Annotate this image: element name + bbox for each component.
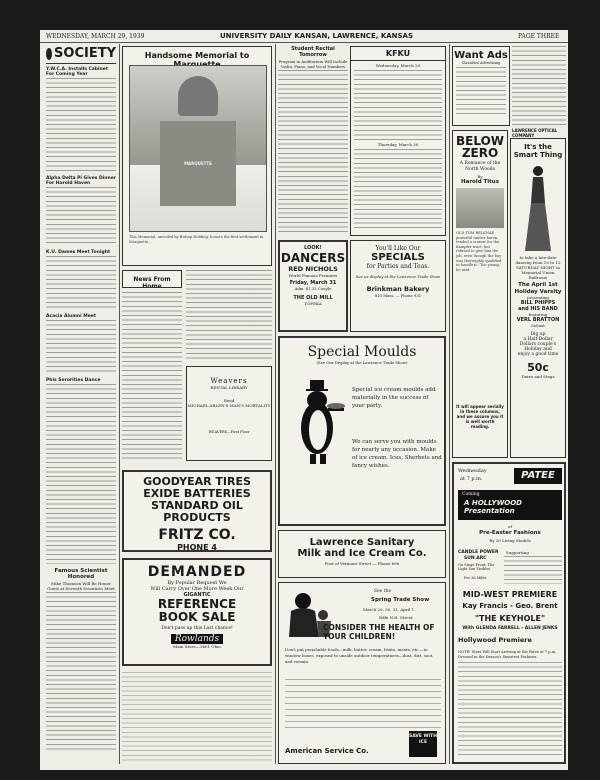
below-by: By	[477, 174, 483, 179]
masthead-date: WEDNESDAY, MARCH 29, 1939	[46, 33, 145, 40]
below-author: Harold Titus	[461, 179, 499, 185]
society-headline-3: K.U. Dames Meet Tonight	[46, 250, 111, 255]
goodyear-brand: FRITZ CO.	[158, 527, 236, 543]
patee-wed: Wednesday	[458, 468, 487, 474]
patee-candle: CANDLE POWER	[458, 550, 499, 555]
dancers-band: RED NICHOLS	[288, 265, 338, 273]
below-zero-ad	[452, 130, 508, 458]
demanded-brand: Rowlands	[162, 634, 232, 644]
consider-show: Spring Trade Show	[371, 597, 430, 603]
holiday-varsity-ad	[510, 138, 566, 458]
news-home-box	[122, 270, 182, 288]
specials-big: SPECIALS	[371, 252, 425, 263]
smart-role: Soloist	[531, 323, 545, 328]
dancing-woman-icon	[523, 163, 553, 253]
below-title1: BELOW	[456, 134, 504, 148]
weavers-line2: Read	[223, 398, 235, 403]
demanded-sub3: GIGANTIC	[183, 592, 211, 598]
smart-price: 50c	[527, 361, 549, 374]
newspaper-page	[40, 30, 568, 770]
smart-event: The April 1st Holiday Varsity	[514, 282, 562, 295]
dancers-town: TOPEKA	[304, 301, 322, 306]
smart-dig5: enjoy a good time	[517, 352, 559, 357]
demanded-sub4: Don't pass up this Last chance!	[161, 626, 233, 631]
society-logo-icon	[46, 48, 52, 60]
lawrence-sanitary-ad	[278, 530, 446, 578]
goodyear-line-2: EXIDE BATTERIES	[143, 487, 251, 500]
weavers-line3: MICHAEL ARLEN'S MAN'S MORTALITY	[187, 403, 271, 408]
patee-notes-lines	[458, 662, 562, 758]
below-body: OLD TOM BELKNAP, powerful timber baron, tended a cruiser for the Kampfer tract, but refused to give him the job, even though the boy was thoroughly qualified to handle it. 'Too young,' he said.	[456, 231, 502, 272]
demanded-ad	[122, 558, 272, 666]
smart-band1: BILL PHIPPS	[520, 300, 556, 306]
patee-notes: NOTE! Stars Will Start Arriving at the Patee at 7 p.m. Dressed in the Season's Smartest Fashions.	[458, 650, 557, 659]
demanded-sub2: Will Carry Over One More Week Our	[150, 586, 244, 592]
american-service-ad	[278, 582, 446, 764]
dancers-admission: Adm. $1.25 Couple	[294, 286, 332, 291]
kfku-body1	[354, 70, 442, 140]
patee-preview: Pre-Easter Fashions	[479, 530, 541, 536]
specials-ad	[350, 240, 446, 332]
masthead-title: UNIVERSITY DAILY KANSAN, LAWRENCE, KANSAS	[220, 32, 414, 40]
news-home-title: News From Home	[133, 276, 171, 288]
society-heading: SOCIETY	[54, 46, 116, 61]
demanded-big1: REFERENCE	[157, 597, 237, 611]
kfku-day2: Thursday, March 30	[377, 142, 419, 147]
smart-title2: Smart Thing	[513, 151, 563, 159]
weavers-footer: WEAVERS—First Floor	[208, 430, 250, 434]
society-column	[46, 46, 116, 766]
want-ads-column-2	[512, 46, 566, 126]
statue-shape	[178, 76, 218, 116]
smart-price-sub: Dates and Stags	[521, 374, 555, 379]
patee-theatre-ad	[452, 462, 566, 764]
weavers-ad	[186, 366, 272, 461]
smart-title1: It's the	[524, 143, 552, 151]
society-body-2	[46, 187, 116, 247]
weavers-title: Weavers	[210, 377, 248, 385]
smart-dig2: a Half-Dollar	[523, 337, 553, 342]
kfku-title: KFKU	[351, 47, 445, 61]
goodyear-ad	[122, 470, 272, 552]
save-with-ice-badge: SAVE WITH ICE	[409, 731, 437, 757]
patee-coming: Coming	[462, 492, 480, 497]
patee-supporting: Supporting	[506, 550, 529, 555]
society-body-6	[46, 592, 116, 752]
goodyear-line-3: STANDARD OIL	[151, 499, 243, 512]
masthead-rule	[40, 42, 568, 43]
recital-sub: Program in Auditorium Will Include Violin, Piano, and Vocal Numbers	[278, 59, 348, 69]
smart-singer: VERL BRATTON	[516, 317, 560, 323]
demanded-big2: BOOK SALE	[158, 610, 236, 624]
demanded-footer: Main Store—1401 Ohio	[173, 644, 221, 649]
society-headline-1: Y.W.C.A. Installs Cabinet For Coming Year	[46, 67, 108, 77]
marquette-photo: MARQUETTE	[129, 65, 267, 232]
want-ads-sub: Classified Advertising	[461, 61, 501, 65]
dancers-look: LOOK!	[304, 245, 322, 251]
patee-cast	[504, 556, 562, 584]
penguin-waiter-icon	[288, 378, 348, 473]
smart-presenting: presenting	[527, 295, 549, 300]
specials-footer: 810 Mass. — Phone 931	[374, 293, 422, 298]
patee-logo: PATEE	[514, 468, 562, 484]
moulds-sub: (See Our Display at the Lawrence Trade Show)	[316, 360, 408, 365]
consider-booth: Bdfe N.H. Street	[379, 615, 413, 620]
moulds-body2: We can serve you with moulds for nearly any occasion. Make of ice cream. Ices, Sherbets and fancy wishes.	[352, 439, 442, 469]
patee-movie: "THE KEYHOLE"	[474, 614, 546, 623]
specials-line1: You'll Like Our	[375, 245, 421, 252]
smart-band2: and HIS BAND	[518, 306, 558, 312]
specials-line3: See us display at the Lawrence Trade Show	[355, 274, 441, 279]
want-ads-title: Want Ads	[454, 50, 508, 61]
specials-line2: for Parties and Teas.	[366, 263, 430, 270]
special-moulds-ad	[278, 336, 446, 526]
goodyear-line-1: GOODYEAR TIRES	[143, 475, 251, 488]
smart-body: to take a late-date dancing from 10 to 12 SATURDAY NIGHT in Memorial Union Ballroom	[515, 255, 561, 280]
student-recital	[278, 46, 348, 236]
dancers-tagline: World Famous Premiers	[288, 273, 338, 278]
society-body-5	[46, 384, 116, 564]
consider-body: Don't put perishable foods—milk, butter, cream, fruits, meats, etc.—in window boxes, exposed to unsafe outdoor temperatures—dust, dirt, soot, and vermin.	[285, 647, 434, 664]
smart-dig4: Holiday and	[524, 347, 552, 352]
smart-feat: featuring	[528, 312, 548, 317]
filler-body	[122, 672, 272, 764]
sanitary-footer: Foot of Vermont Street — Phone 696	[324, 561, 400, 566]
patee-stars: Kay Francis - Geo. Brent	[462, 602, 558, 610]
consider-dates: March 29, 30, 31, April 1	[363, 607, 415, 612]
society-headline-4: Acacia Alumni Meet	[46, 314, 96, 319]
below-cta: It will appear serially in these columns, and we assure you it is well worth reading.	[456, 404, 504, 429]
society-headline-2: Alpha Delta Pi Gives Dinner For Harold Haven	[46, 176, 116, 186]
lawrence-optical: LAWRENCE OPTICAL COMPANY	[512, 128, 558, 138]
goodyear-phone: PHONE 4	[177, 543, 217, 552]
want-ads-box	[452, 46, 510, 126]
kfku-day1: Wednesday, March 29	[375, 63, 421, 68]
patee-at: at 7 p.m.	[460, 476, 483, 482]
specials-brand: Brinkman Bakery	[366, 285, 430, 293]
below-zero-illustration	[456, 188, 504, 228]
patee-sun-sub: On Stage Front. The Light Sun Visibles	[458, 563, 495, 571]
consider-brand: American Service Co.	[285, 747, 369, 755]
recital-headline: Student Recital Tomorrow	[291, 46, 335, 58]
patee-with: With GLENDA FARRELL - ALLEN JENKS	[462, 626, 558, 631]
dancers-ad	[278, 240, 348, 332]
below-title2: ZERO	[461, 146, 499, 160]
patee-of: of	[508, 524, 512, 529]
dancers-big: DANCERS	[280, 251, 346, 265]
society-bottom-heading: Famous Scientist Honored	[54, 568, 108, 580]
below-sub: A Romance of the North Woods	[459, 161, 501, 172]
hollywood-banner	[458, 490, 562, 520]
society-body-3	[46, 256, 116, 311]
smart-dig3: Dollars couple's	[519, 342, 557, 347]
want-ads-body	[456, 67, 506, 117]
patee-presentation: A HOLLYWOOD Presentation	[464, 499, 522, 515]
society-body-4	[46, 320, 116, 375]
consider-see: See the	[374, 589, 392, 594]
dancers-date: Friday, March 31	[289, 280, 337, 286]
moulds-title: Special Moulds	[307, 344, 417, 360]
news-home-body-right	[186, 270, 272, 360]
sanitary-line1: Lawrence Sanitary	[309, 537, 415, 548]
patee-hollywood: Hollywood Premiere	[458, 636, 532, 644]
dancers-place: THE OLD MILL	[293, 295, 333, 301]
patee-sun: SUN ARC	[464, 556, 487, 561]
patee-models: By 20 Living Models	[489, 538, 531, 543]
masthead-page: PAGE THREE	[518, 33, 560, 40]
news-home-body	[122, 292, 182, 462]
consider-body-lines	[285, 679, 441, 729]
demanded-title: DEMANDED	[147, 564, 247, 580]
recital-body	[278, 70, 348, 235]
marquette-caption: This Memorial, unveiled by Bishop Holding, honors the first settlement in Marquette...	[129, 235, 264, 244]
moulds-body1: Special ice cream moulds add materially in the success of your party.	[352, 387, 436, 409]
sanitary-line2: Milk and Ice Cream Co.	[297, 548, 427, 559]
society-headline-5: Phis Sororities Dance	[46, 378, 101, 383]
kfku-box	[350, 46, 446, 236]
patee-footer-note: For 36 Miles	[464, 576, 487, 580]
society-bottom-sub: Mike Thomson Will Be Honor Guest at Seventh Scientists Meet	[47, 581, 115, 591]
consider-big: CONSIDER THE HEALTH OF YOUR CHILDREN!	[323, 623, 435, 641]
marquette-feature	[122, 46, 272, 266]
patee-midwest: MID-WEST PREMIERE	[462, 590, 558, 599]
marquette-title: Handsome Memorial to	[144, 51, 250, 60]
goodyear-line-4: PRODUCTS	[163, 511, 231, 524]
demanded-sub1: By Popular Request We	[167, 580, 227, 586]
kfku-body2	[354, 149, 442, 229]
weavers-line1: RENTAL LIBRARY	[210, 385, 248, 390]
society-body-1	[46, 78, 116, 173]
smart-dig1: Dig up	[530, 332, 546, 337]
